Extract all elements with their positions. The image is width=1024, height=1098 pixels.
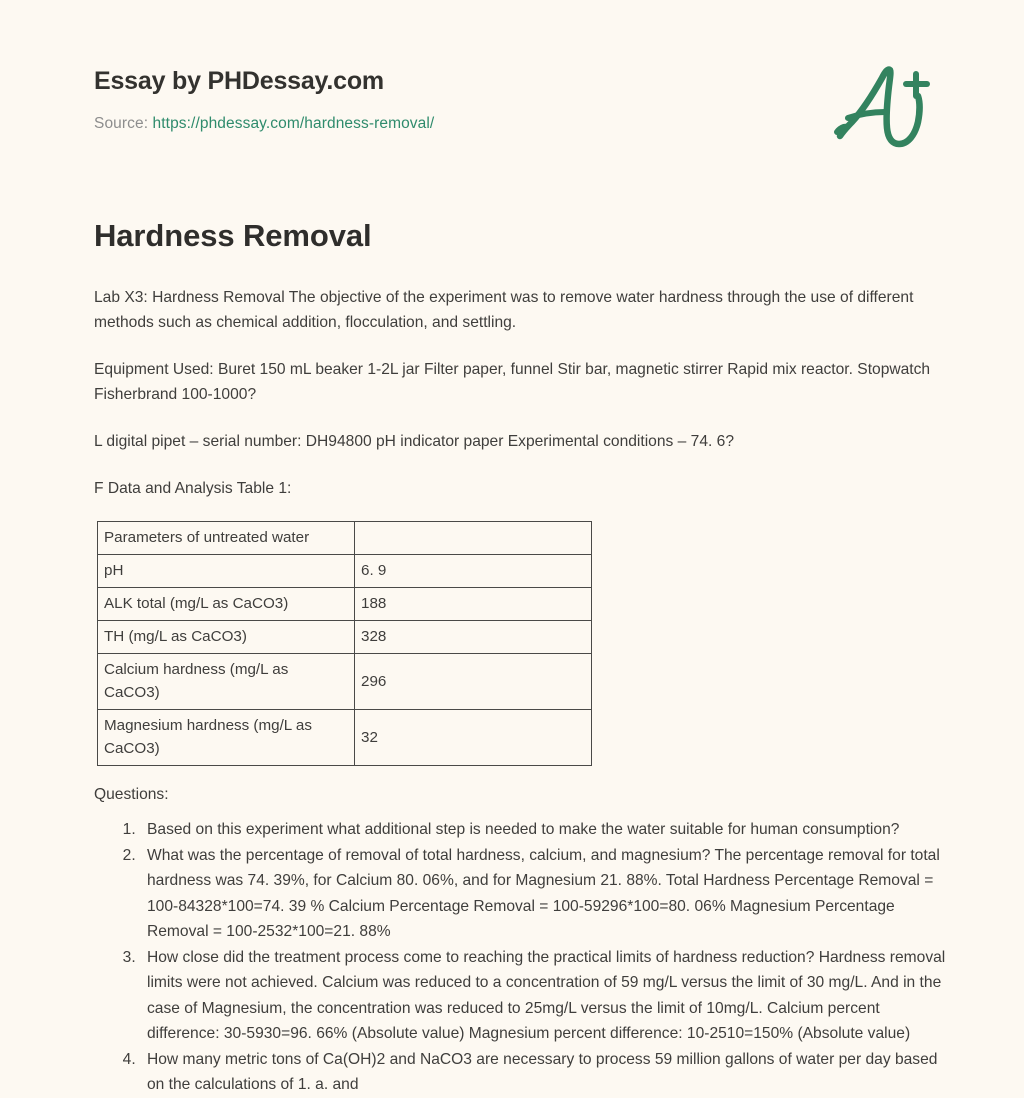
table-row [98,588,592,621]
table-row [98,555,592,588]
questions-heading: Questions: [94,786,169,803]
list-item: 4. How many metric tons of Ca(OH)2 and NaCO3 are necessary to process 59 million gallons of water per day based on the calculations of 1. a. and [140,1047,947,1098]
table-cell-value: 32 [355,710,592,766]
table-row [98,710,592,766]
page-title: Hardness Removal [94,218,372,253]
table-row [98,654,592,710]
table-cell-value [355,522,592,555]
brand-title: Essay by PHDessay.com [94,67,384,95]
paragraph-objective: Lab X3: Hardness Removal The objective of the experiment was to remove water hardness through the use of different methods such as chemical addition, flocculation, and settling. [94,289,914,331]
page-header [94,66,940,133]
table-cell-label: Magnesium hardness (mg/L as CaCO3) [98,710,355,766]
paragraph-pipet: L digital pipet – serial number: DH94800 pH indicator paper Experimental conditions – 74. 6? [94,433,735,450]
table-cell-value: 6. 9 [355,555,592,588]
table-row [98,621,592,654]
source-label: Source: [94,115,149,132]
list-item: 2. What was the percentage of removal of total hardness, calcium, and magnesium? The percentage removal for total hardness was 74. 39%, for Calcium 80. 06%, and for Magnesium 21. 88%. Total Hardness Percentage Removal = 100-84328*100=74. 39 % Calcium Percentage Removal = 100-59296*100=80. 06% Magnesium Percentage Removal = 100-2532*100=21. 88% [140,843,947,945]
table-cell-label: TH (mg/L as CaCO3) [98,621,355,654]
table-cell-label: pH [98,555,355,588]
source-line [94,115,940,133]
table-cell-label: Parameters of untreated water [98,522,355,555]
aplus-logo-icon [828,56,940,156]
paragraph-equipment: Equipment Used: Buret 150 mL beaker 1-2L jar Filter paper, funnel Stir bar, magnetic stirrer Rapid mix reactor. Stopwatch Fisherbrand 100-1000? [94,361,931,403]
list-item: 3. How close did the treatment process come to reaching the practical limits of hardness reduction? Hardness removal limits were not achieved. Calcium was reduced to a concentration of 59 mg/L versus the limit of 30 mg/L. And in the case of Magnesium, the concentration was reduced to 25mg/L versus the limit of 10mg/L. Calcium percent difference: 30-5930=96. 66% (Absolute value) Magnesium percent difference: 10-2510=150% (Absolute value) [140,945,947,1047]
table-cell-value: 188 [355,588,592,621]
list-item: 1. Based on this experiment what additional step is needed to make the water suitable for human consumption? [140,817,947,843]
essay-content [94,285,947,1098]
untreated-water-table [97,521,592,766]
table-row [98,522,592,555]
paragraph-data-analysis: F Data and Analysis Table 1: [94,480,292,497]
table-cell-label: Calcium hardness (mg/L as CaCO3) [98,654,355,710]
table-cell-value: 328 [355,621,592,654]
questions-list [94,817,947,1098]
source-link[interactable]: https://phdessay.com/hardness-removal/ [152,115,435,132]
table-cell-label: ALK total (mg/L as CaCO3) [98,588,355,621]
table-cell-value: 296 [355,654,592,710]
